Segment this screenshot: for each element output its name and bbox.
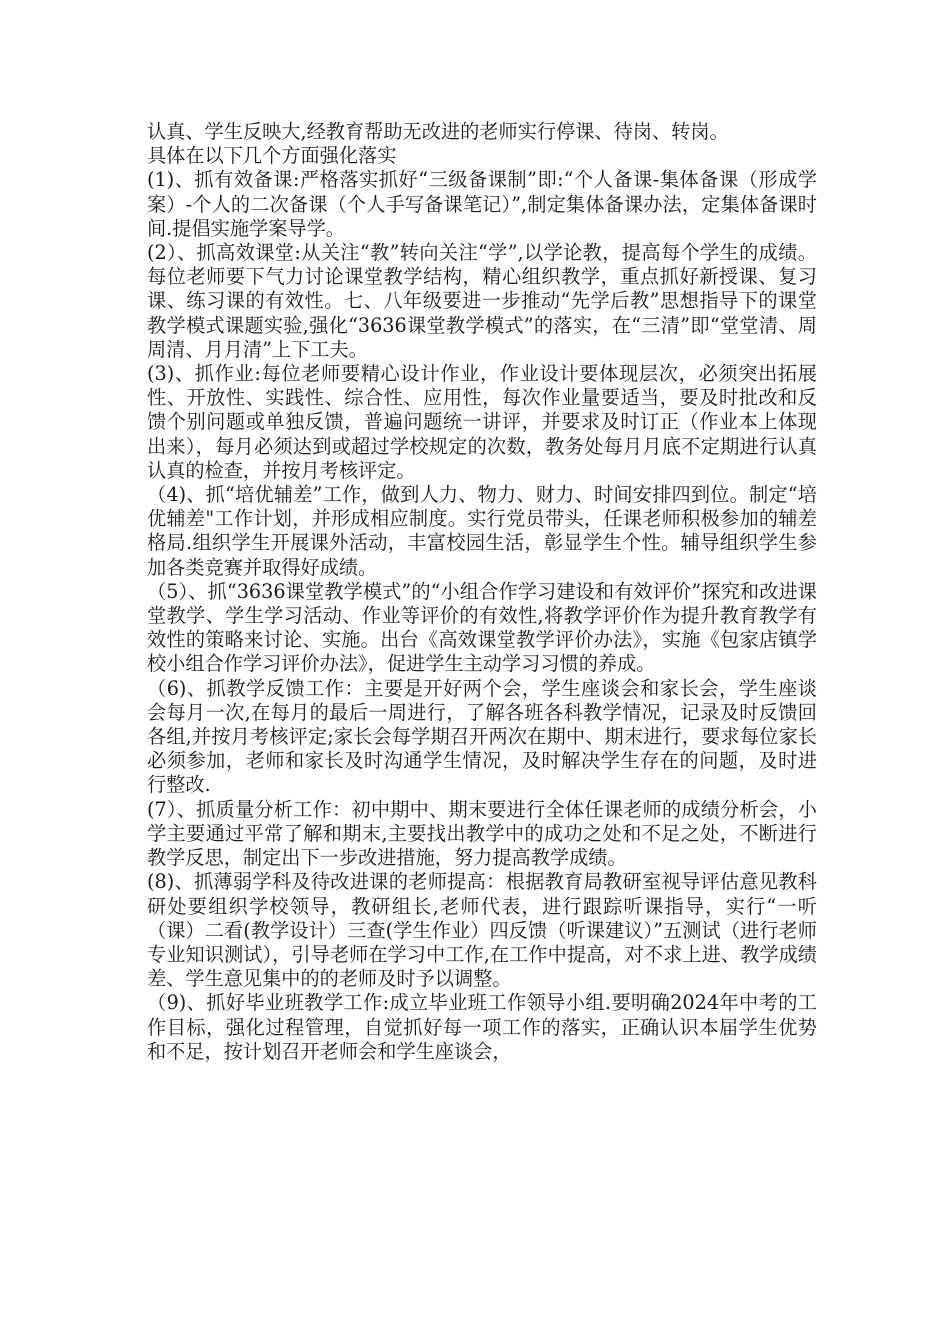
paragraph-item-2: (2）、抓高效课堂:从关注“教”转向关注“学”,以学论教，提高每个学生的成绩。每位老师要下气力讨论课堂教学结构，精心组织教学，重点抓好新授课、复习课、练习课的有效性。七、八年级要进一步推动“先学后教”思想指导下的课堂教学模式课题实验,强化“3636课堂教学模式”的落实，在“三清”即“堂堂清、周周清、月月清”上下工夫。: [147, 241, 817, 361]
paragraph-item-4: （4)、抓“培优辅差”工作，做到人力、物力、财力、时间安排四到位。制定“培优辅差"工作计划，并形成相应制度。实行党员带头，任课老师积极参加的辅差格局.组织学生开展课外活动，丰富校园生活，彰显学生个性。辅导组织学生参加各类竞赛并取得好成绩。: [147, 483, 817, 579]
paragraph-item-7: (7）、抓质量分析工作：初中期中、期末要进行全体任课老师的成绩分析会，小学主要通过平常了解和期末,主要找出教学中的成功之处和不足之处，不断进行教学反思，制定出下一步改进措施，努力提高教学成绩。: [147, 797, 817, 870]
paragraph-intro-line: 认真、学生反映大,经教育帮助无改进的老师实行停课、待岗、转岗。: [147, 120, 729, 143]
paragraph-item-1: (1)、抓有效备课:严格落实抓好“三级备课制”即:“个人备课-集体备课（形成学案）-个人的二次备课（个人手写备课笔记）”,制定集体备课办法，定集体备课时间.提倡实施学案导学。: [147, 168, 817, 240]
paragraph-item-9: （9)、抓好毕业班教学工作:成立毕业班工作领导小组.要明确2024年中考的工作目标，强化过程管理，自觉抓好每一项工作的落实，正确认识本届学生优势和不足，按计划召开老师会和学生座谈会，: [147, 991, 817, 1063]
paragraph-item-6: （6)、抓教学反馈工作：主要是开好两个会，学生座谈会和家长会，学生座谈会每月一次,在每月的最后一周进行，了解各班各科教学情况，记录及时反馈回各组,并按月考核评定;家长会每学期召开两次在期中、期末进行，要求每位家长必须参加，老师和家长及时沟通学生情况，及时解决学生存在的问题，及时进行整改.: [147, 676, 817, 797]
paragraph-item-3: (3)、抓作业:每位老师要精心设计作业，作业设计要体现层次，必须突出拓展性、开放性、实践性、综合性、应用性，每次作业量要适当，要及时批改和反馈个别问题或单独反馈，普遍问题统一讲评，并要求及时订正（作业本上体现出来），每月必须达到或超过学校规定的次数，教务处每月月底不定期进行认真认真的检查，并按月考核评定。: [147, 362, 817, 482]
paragraph-item-8: (8)、抓薄弱学科及待改进课的老师提高：根据教育局教研室视导评估意见教科研处要组织学校领导，教研组长,老师代表，进行跟踪听课指导，实行“一听（课）二看(教学设计）三查(学生作业）四反馈（听课建议）”五测试（进行老师专业知识测试），引导老师在学习中工作,在工作中提高，对不求上进、教学成绩差、学生意见集中的的老师及时予以调整。: [147, 870, 817, 991]
paragraph-item-5: （5）、抓“3636课堂教学模式”的“小组合作学习建设和有效评价”探究和改进课堂教学、学生学习活动、作业等评价的有效性,将教学评价作为提升教育教学有效性的策略来讨论、实施。出台《高效课堂教学评价办法》，实施《包家店镇学校小组合作学习评价办法》，促进学生主动学习习惯的养成。: [147, 579, 817, 676]
document-body: [147, 120, 817, 1064]
paragraph-heading: 具体在以下几个方面强化落实: [147, 144, 397, 168]
